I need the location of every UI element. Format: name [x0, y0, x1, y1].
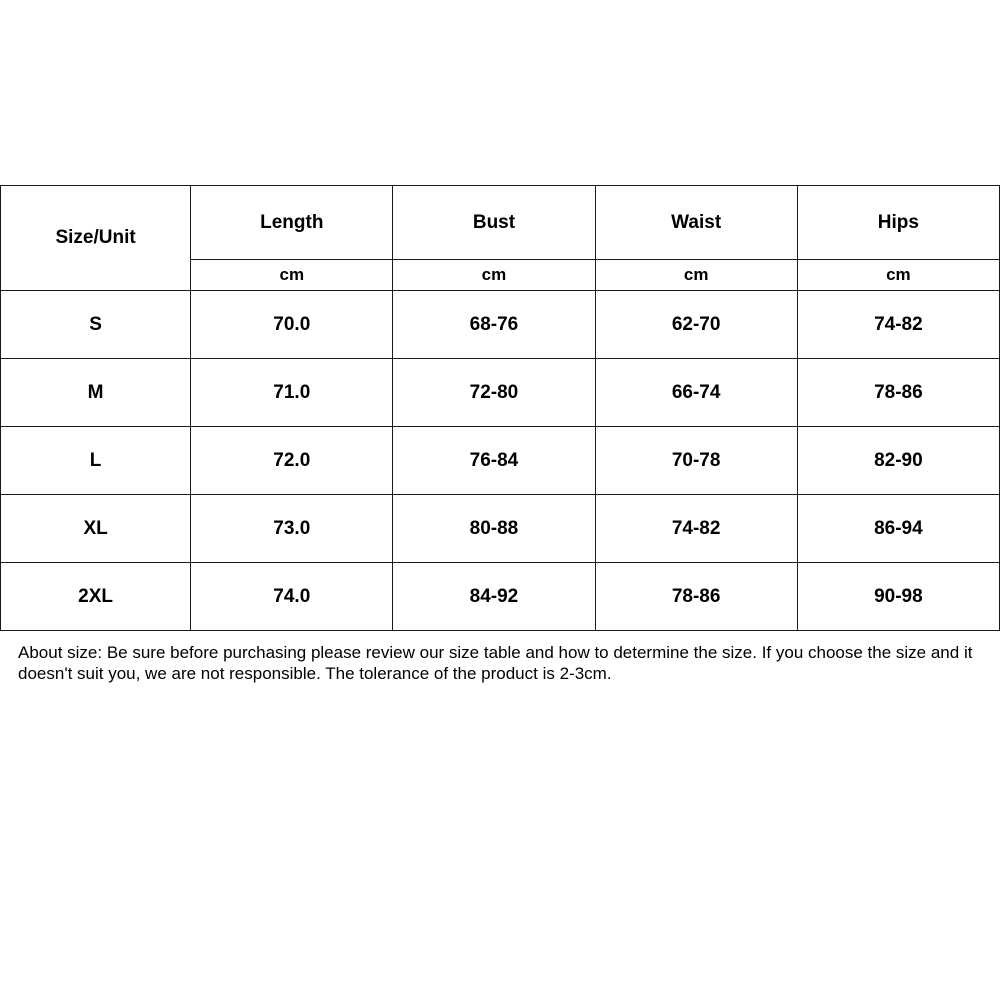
- bust-cell: 76-84: [393, 427, 595, 495]
- table-row: [1, 495, 1000, 563]
- bust-cell: 80-88: [393, 495, 595, 563]
- hips-cell: 90-98: [797, 563, 999, 631]
- hips-cell: 86-94: [797, 495, 999, 563]
- waist-cell: 66-74: [595, 359, 797, 427]
- length-cell: 72.0: [191, 427, 393, 495]
- waist-header: Waist: [595, 186, 797, 260]
- bust-cell: 72-80: [393, 359, 595, 427]
- length-cell: 70.0: [191, 291, 393, 359]
- size-chart-table: [0, 185, 1000, 631]
- size-cell: 2XL: [1, 563, 191, 631]
- header-row: [1, 186, 1000, 260]
- table-row: [1, 291, 1000, 359]
- waist-cell: 78-86: [595, 563, 797, 631]
- hips-unit: cm: [797, 260, 999, 291]
- length-header: Length: [191, 186, 393, 260]
- hips-cell: 74-82: [797, 291, 999, 359]
- size-cell: XL: [1, 495, 191, 563]
- length-cell: 71.0: [191, 359, 393, 427]
- size-cell: L: [1, 427, 191, 495]
- hips-header: Hips: [797, 186, 999, 260]
- table-row: [1, 563, 1000, 631]
- table-row: [1, 427, 1000, 495]
- bust-unit: cm: [393, 260, 595, 291]
- waist-cell: 62-70: [595, 291, 797, 359]
- hips-cell: 82-90: [797, 427, 999, 495]
- bust-header: Bust: [393, 186, 595, 260]
- size-disclaimer-note: About size: Be sure before purchasing please review our size table and how to determine the size. If you choose the size and it doesn't suit you, we are not responsible. The tolerance of the product is 2-3cm.: [18, 643, 973, 683]
- length-cell: 73.0: [191, 495, 393, 563]
- hips-cell: 78-86: [797, 359, 999, 427]
- size-cell: S: [1, 291, 191, 359]
- waist-cell: 74-82: [595, 495, 797, 563]
- bust-cell: 84-92: [393, 563, 595, 631]
- waist-unit: cm: [595, 260, 797, 291]
- size-cell: M: [1, 359, 191, 427]
- length-cell: 74.0: [191, 563, 393, 631]
- bust-cell: 68-76: [393, 291, 595, 359]
- waist-cell: 70-78: [595, 427, 797, 495]
- size-unit-header: Size/Unit: [1, 186, 191, 291]
- length-unit: cm: [191, 260, 393, 291]
- table-row: [1, 359, 1000, 427]
